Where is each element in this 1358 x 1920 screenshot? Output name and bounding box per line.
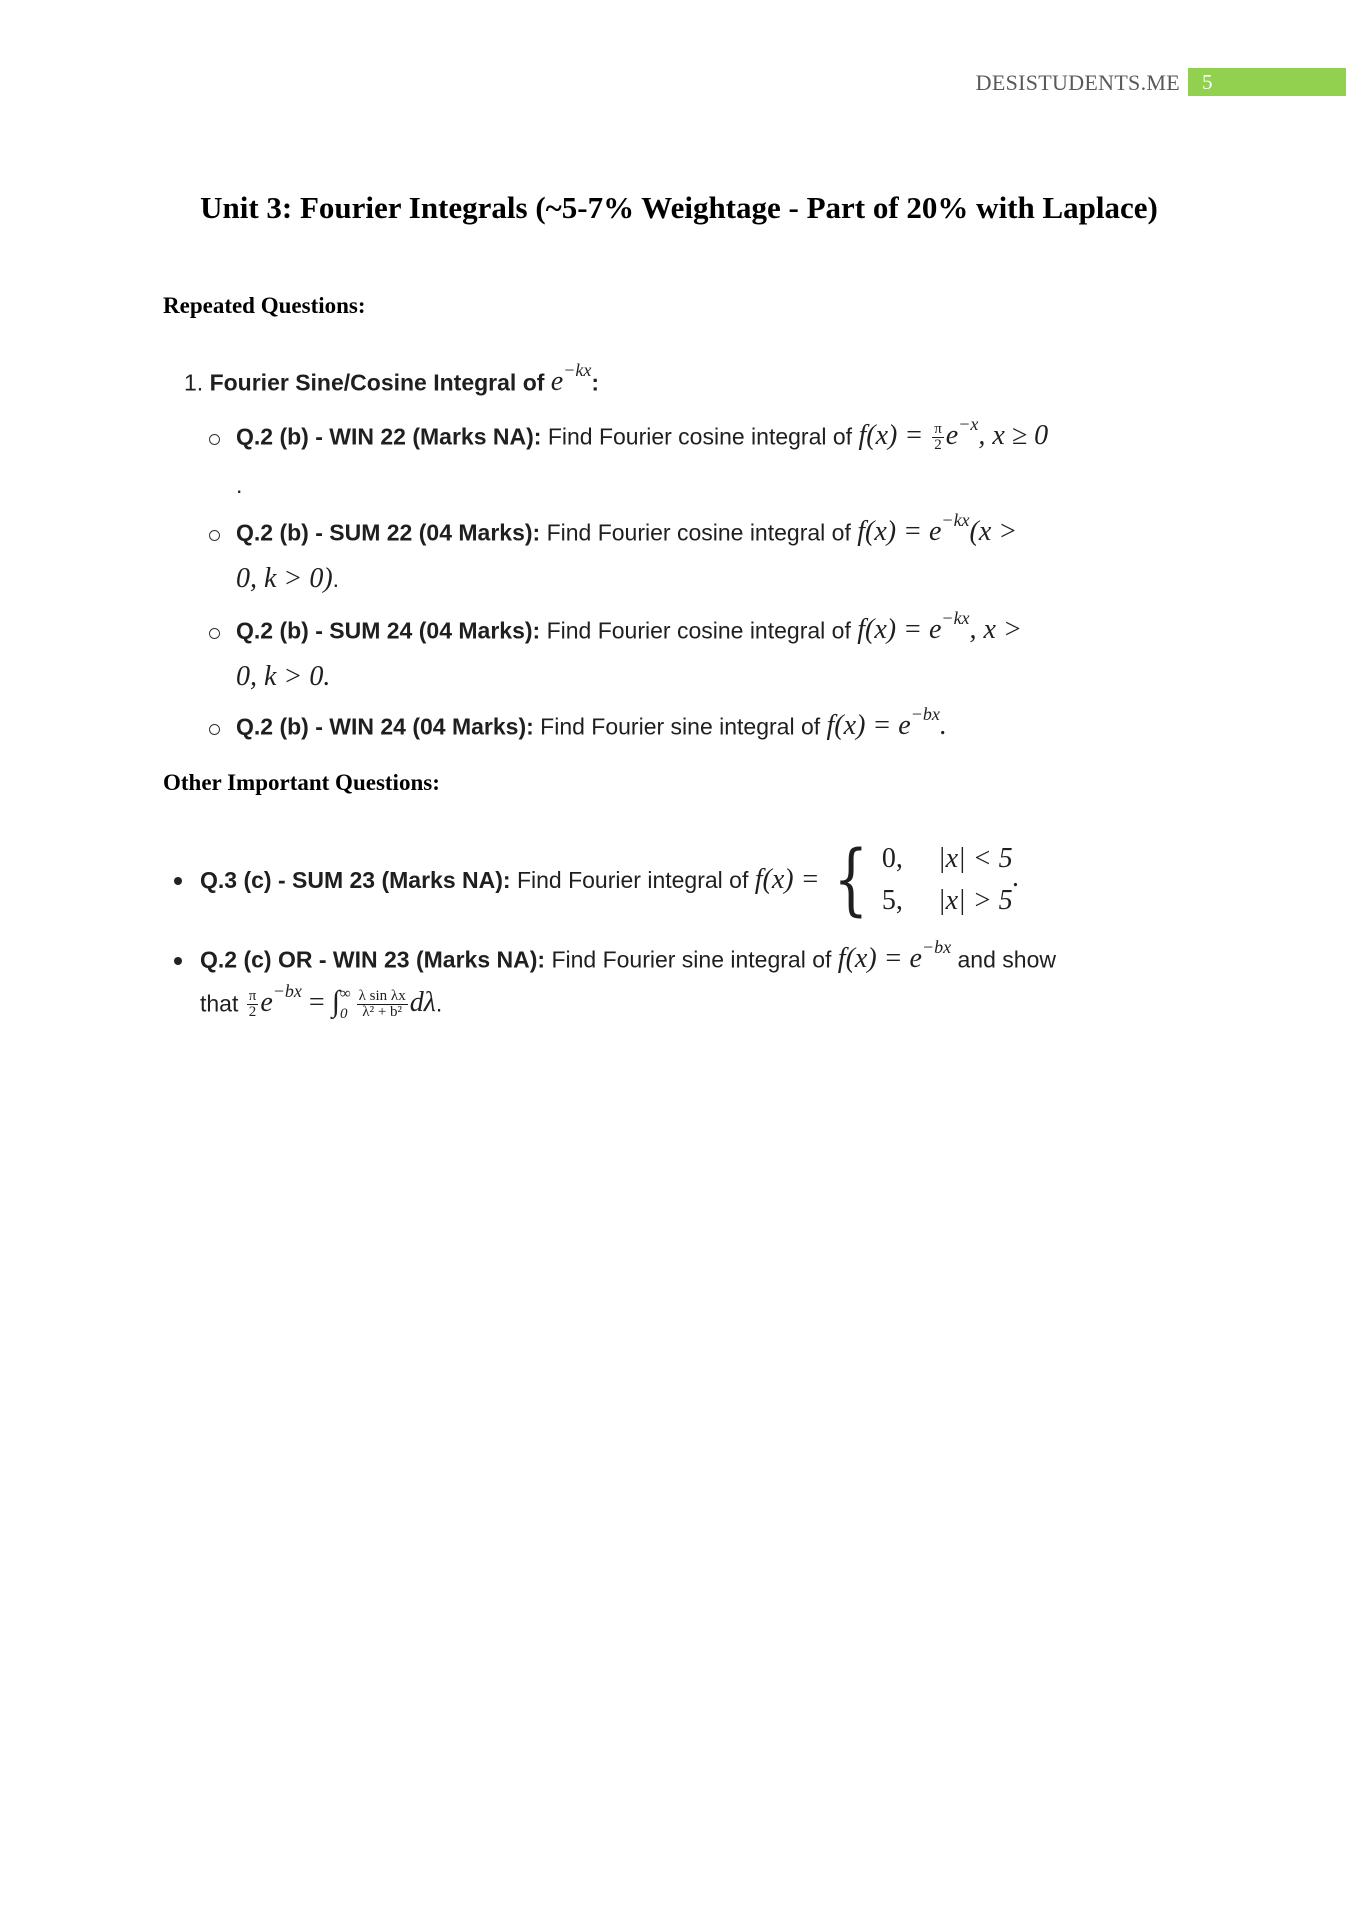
question-label: Q.2 (b) - SUM 22 (04 Marks): [236,519,541,546]
question-text: Find Fourier sine integral of [551,946,832,973]
question-label: Q.2 (b) - WIN 22 (Marks NA): [236,423,542,450]
list-item: Q.2 (b) - SUM 22 (04 Marks): Find Fourier cosine integral of $f(x) = e^{-kx}(x$ > [236,510,1018,548]
topic-math-base: e [550,366,564,398]
list-item: Q.2 (b) - WIN 22 (Marks NA): Find Fourier cosine integral of f(x) = $\frac{\pi}{2}$ $e^{-x}$, x ≥ 0 [236,414,1049,454]
repeated-questions-heading: Repeated Questions: [163,293,366,318]
question-label: Q.3 (c) - SUM 23 (Marks NA): [200,867,511,893]
topic-1 [184,360,600,398]
continuation-period: . [236,472,243,498]
and-show-text: and show [957,946,1056,973]
page-title: Unit 3: Fourier Integrals (~5-7% Weightage - Part of 20% with Laplace) [200,190,1158,225]
disc-bullet [174,957,182,965]
condition-continued: 0, k > 0) [236,563,333,594]
list-item: Q.2 (b) - SUM 24 (04 Marks): Find Fourier cosine integral of $f(x) = e^{-kx}$, x > [236,608,1022,646]
site-name: DESISTUDENTS.ME [975,70,1180,95]
case-1-condition: |x| < 5 [937,843,1013,874]
exponent: −x [958,414,979,434]
question-label: Q.2 (b) - WIN 24 (04 Marks): [236,713,534,740]
question-text: Find Fourier integral of [516,867,749,893]
pi-over-2: $\frac{\pi}{2}$ [248,987,257,1021]
circle-bullet [209,628,220,639]
page-number: 5 [1202,70,1213,94]
topic-math-exp: −kx [563,360,592,380]
question-label: Q.2 (c) OR - WIN 23 (Marks NA): [200,946,546,973]
continuation [236,661,330,693]
list-item-continuation: that $\frac{\pi}{2}$ $e^{-bx}$ = ∫ ∞ 0 $\frac{\text{λ sin λx}}{\text{λ² + b²}}$ dλ. [200,985,442,1024]
list-item: Q.3 (c) - SUM 23 (Marks NA): Find Fourier integral of f(x) = { 0, |x| < 5 5, |x| > 5 . [200,835,1020,925]
pi-over-2: $\frac{\pi}{2}$ [934,420,942,454]
list-item: Q.2 (b) - WIN 24 (04 Marks): Find Fourier sine integral of $f(x) = e^{-bx}$. [236,704,947,742]
list-item: Q.2 (c) OR - WIN 23 (Marks NA): Find Fourier sine integral of $f(x) = e^{-bx}$ and show [200,937,1056,975]
question-text: Find Fourier cosine integral of [547,423,853,450]
fx: f(x) = [754,864,820,895]
fx: f(x) = [837,943,903,975]
exponent: −kx [941,510,970,530]
circle-bullet [209,530,220,541]
disc-bullet [174,877,182,885]
condition-continued: 0, k > 0. [236,661,331,692]
page-number-box [1188,68,1346,96]
fx: f(x) = [826,710,892,742]
question-text: Find Fourier cosine integral of [546,617,851,644]
integral-sign: ∫ [331,985,340,1019]
exponent: −bx [272,981,302,1001]
that-text: that [200,990,239,1017]
condition: (x > [969,516,1018,548]
integral-lower: 0 [339,1005,348,1022]
circle-bullet [209,434,220,445]
fx: f(x) = [857,516,922,548]
condition: , x ≥ 0 [978,420,1049,452]
fx: f(x) = [857,614,922,646]
exponent: −bx [921,937,952,957]
exponent: −kx [941,608,970,628]
exponent: −bx [910,704,940,724]
topic-number: 1. [184,369,204,396]
continuation: 0, k > 0). [236,563,340,594]
condition: , x > [969,614,1022,646]
piecewise-cases [882,838,1013,922]
left-brace: { [833,835,869,925]
circle-bullet [209,724,220,735]
other-questions-heading: Other Important Questions: [163,770,440,795]
case-2-value: 5, [881,885,903,916]
integrand-fraction: $\frac{\text{λ sin λx}}{\text{λ² + b²}}$ [358,987,406,1021]
question-label: Q.2 (b) - SUM 24 (04 Marks): [236,617,541,644]
case-2-condition: |x| > 5 [937,885,1013,916]
integral-upper: ∞ [339,986,351,1003]
question-text: Find Fourier cosine integral of [546,519,851,546]
fx: f(x) = [858,420,924,452]
case-1-value: 0, [881,843,903,874]
topic-colon: : [591,369,600,396]
d-lambda: dλ [409,987,436,1019]
question-text: Find Fourier sine integral of [540,713,821,740]
topic-label: Fourier Sine/Cosine Integral of [209,369,545,396]
